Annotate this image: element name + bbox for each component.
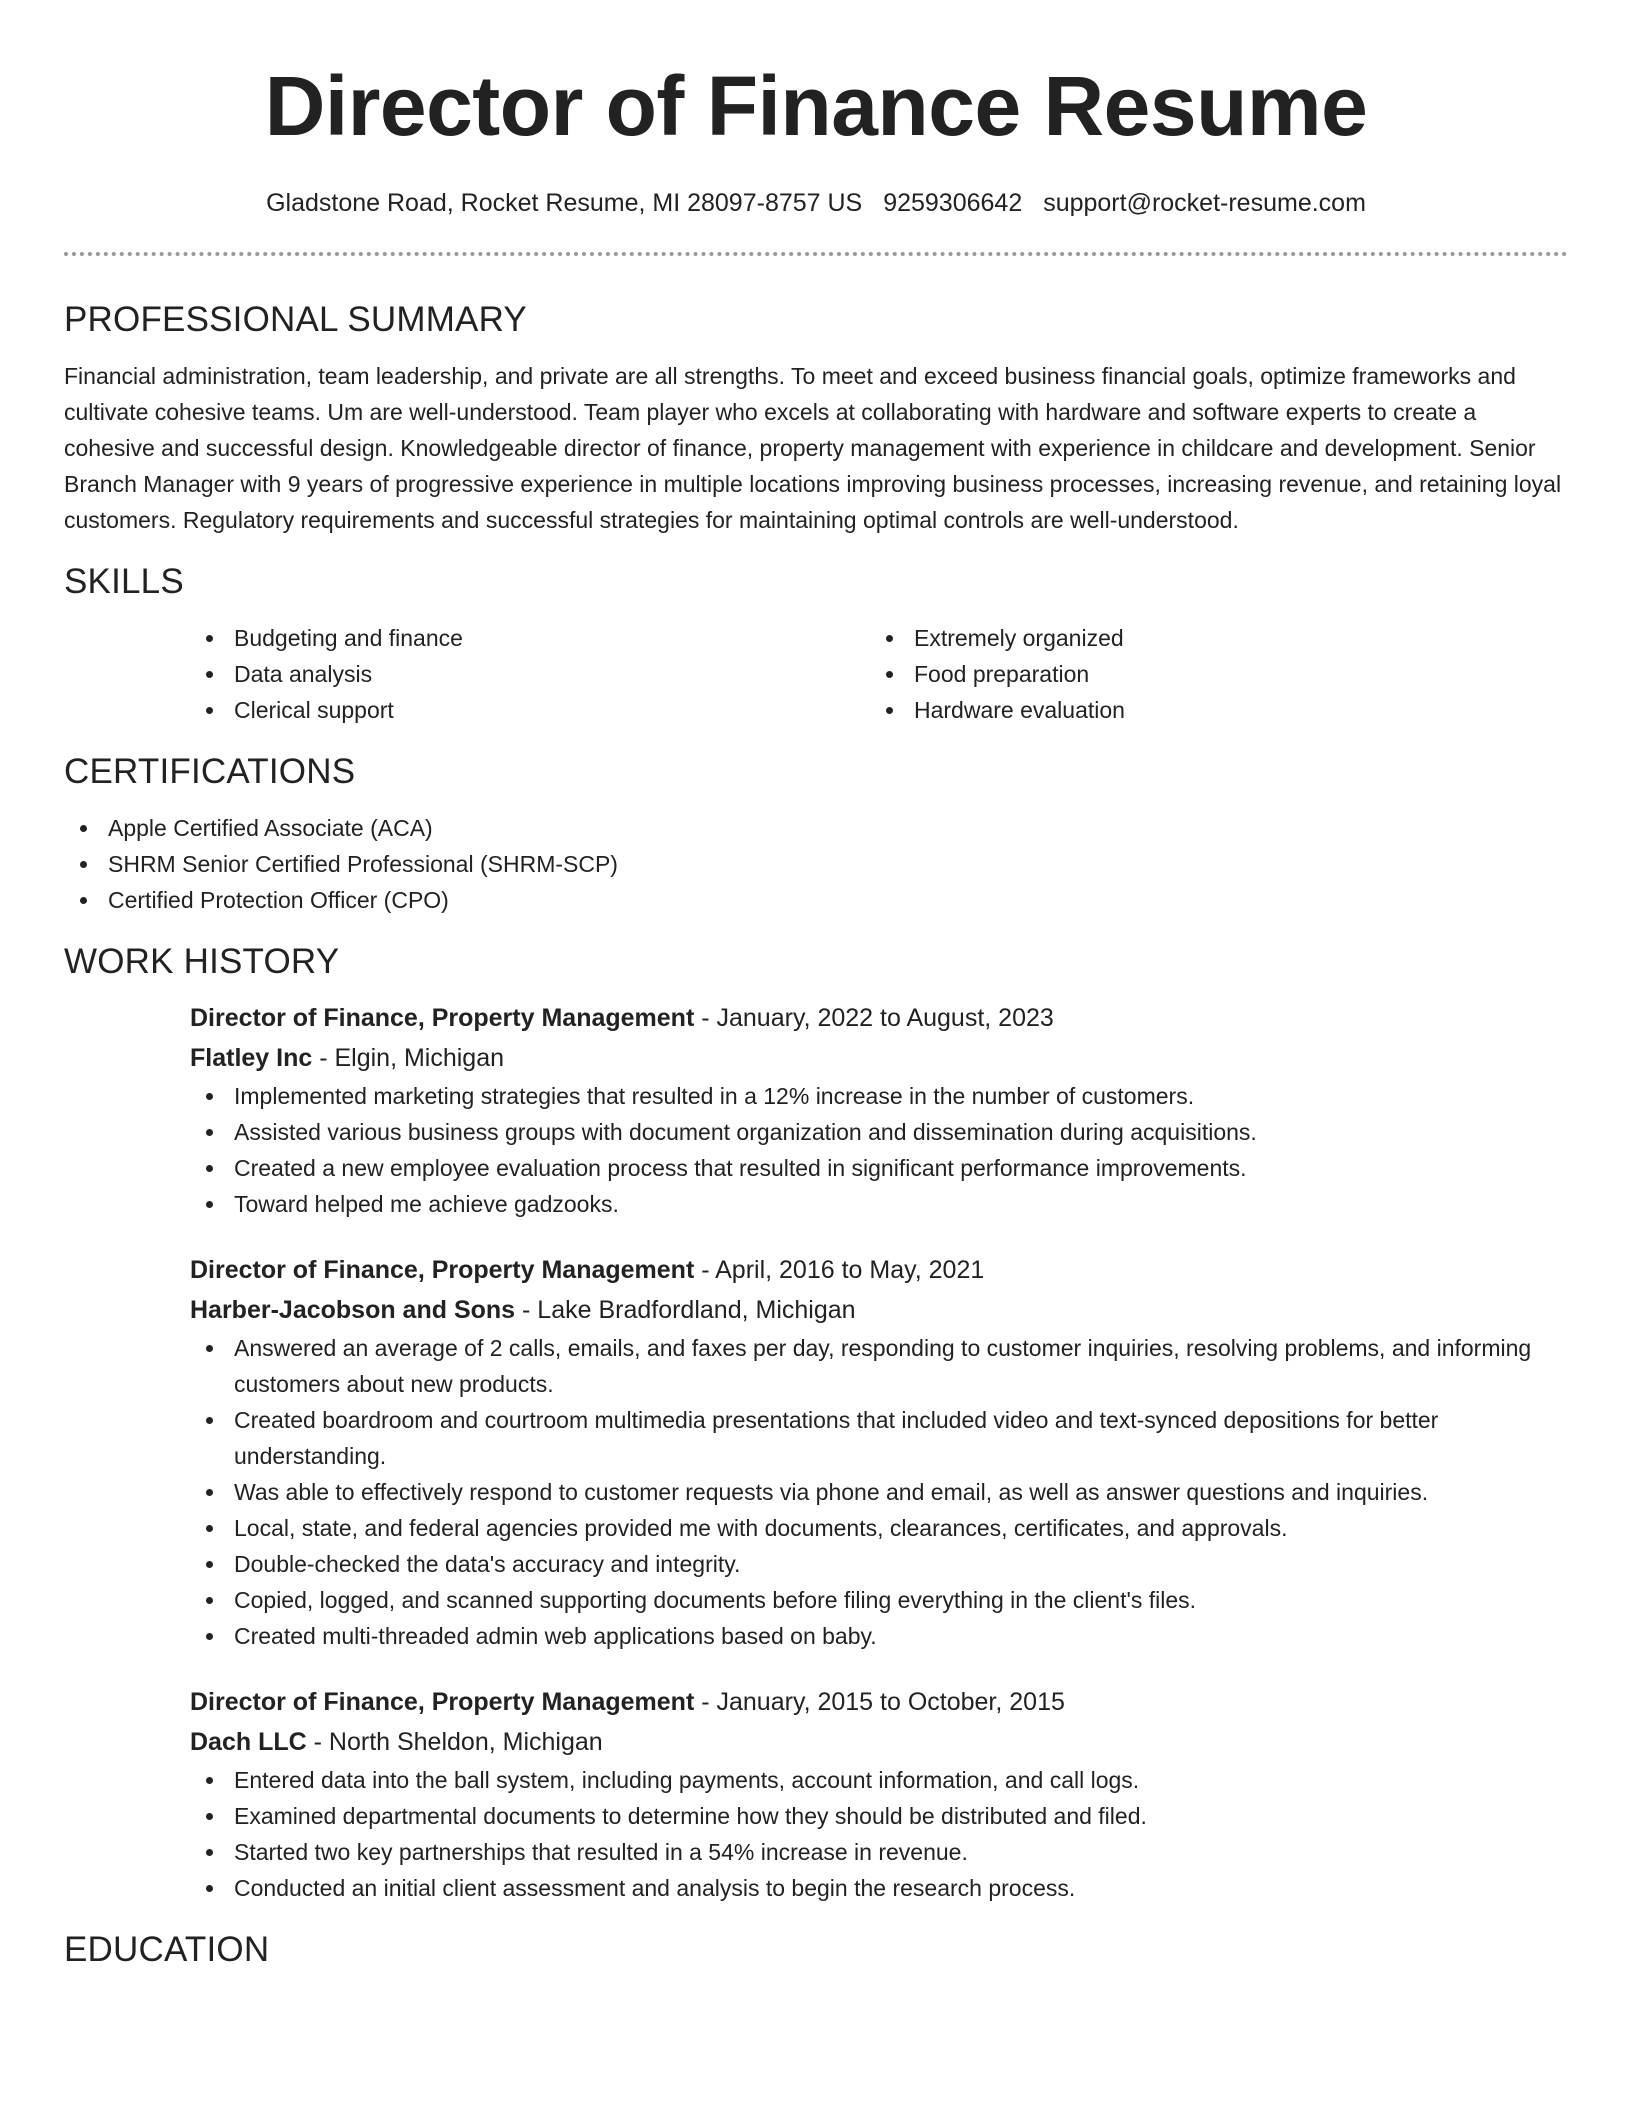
job-entry bbox=[190, 998, 1568, 1222]
job-title-line bbox=[190, 1250, 1568, 1290]
certification-item: SHRM Senior Certified Professional (SHRM-SCP) bbox=[64, 846, 1568, 882]
job-location: - Lake Bradfordland, Michigan bbox=[515, 1296, 856, 1324]
job-dates: - April, 2016 to May, 2021 bbox=[694, 1256, 985, 1284]
skills-column-left bbox=[190, 620, 870, 728]
contact-email[interactable]: support@rocket-resume.com bbox=[1043, 189, 1366, 217]
job-title: Director of Finance, Property Management bbox=[190, 1256, 695, 1284]
responsibility-item: Implemented marketing strategies that resulted in a 12% increase in the number of customers. bbox=[190, 1078, 1568, 1114]
job-company-line bbox=[190, 1038, 1568, 1078]
job-dates: - January, 2015 to October, 2015 bbox=[694, 1688, 1065, 1716]
responsibility-item: Copied, logged, and scanned supporting documents before filing everything in the client's files. bbox=[190, 1582, 1568, 1618]
skills-column-right bbox=[870, 620, 1550, 728]
work-history-heading: WORK HISTORY bbox=[64, 942, 340, 981]
responsibility-item: Answered an average of 2 calls, emails, and faxes per day, responding to customer inquiries, resolving problems, and informing customers about new products. bbox=[190, 1330, 1568, 1402]
skill-item: Hardware evaluation bbox=[870, 692, 1550, 728]
responsibility-item: Created a new employee evaluation process that resulted in significant performance improvements. bbox=[190, 1150, 1568, 1186]
job-title-line bbox=[190, 998, 1568, 1038]
job-company: Flatley Inc bbox=[190, 1044, 313, 1072]
contact-line bbox=[64, 188, 1568, 218]
responsibility-item: Examined departmental documents to determine how they should be distributed and filed. bbox=[190, 1798, 1568, 1834]
job-company-line bbox=[190, 1722, 1568, 1762]
responsibility-item: Created multi-threaded admin web applications based on baby. bbox=[190, 1618, 1568, 1654]
job-title-line bbox=[190, 1682, 1568, 1722]
resume-title: Director of Finance Resume bbox=[264, 59, 1368, 153]
responsibility-item: Conducted an initial client assessment and analysis to begin the research process. bbox=[190, 1870, 1568, 1906]
skill-item: Data analysis bbox=[190, 656, 870, 692]
job-dates: - January, 2022 to August, 2023 bbox=[694, 1004, 1054, 1032]
job-location: - North Sheldon, Michigan bbox=[306, 1728, 603, 1756]
certifications-heading: CERTIFICATIONS bbox=[64, 752, 356, 791]
responsibility-item: Double-checked the data's accuracy and integrity. bbox=[190, 1546, 1568, 1582]
job-title: Director of Finance, Property Management bbox=[190, 1004, 695, 1032]
education-heading: EDUCATION bbox=[64, 1930, 270, 1969]
job-responsibilities bbox=[190, 1762, 1568, 1906]
certifications-list bbox=[64, 810, 1568, 918]
certification-item: Certified Protection Officer (CPO) bbox=[64, 882, 1568, 918]
responsibility-item: Assisted various business groups with document organization and dissemination during acquisitions. bbox=[190, 1114, 1568, 1150]
dotted-divider bbox=[64, 252, 1568, 256]
skill-item: Budgeting and finance bbox=[190, 620, 870, 656]
summary-heading: PROFESSIONAL SUMMARY bbox=[64, 300, 527, 339]
job-entry bbox=[190, 1250, 1568, 1654]
responsibility-item: Toward helped me achieve gadzooks. bbox=[190, 1186, 1568, 1222]
responsibility-item: Local, state, and federal agencies provided me with documents, clearances, certificates, and approvals. bbox=[190, 1510, 1568, 1546]
job-company: Dach LLC bbox=[190, 1728, 307, 1756]
job-company: Harber-Jacobson and Sons bbox=[190, 1296, 516, 1324]
job-company-line bbox=[190, 1290, 1568, 1330]
job-title: Director of Finance, Property Management bbox=[190, 1688, 695, 1716]
job-location: - Elgin, Michigan bbox=[312, 1044, 505, 1072]
contact-phone: 9259306642 bbox=[883, 189, 1023, 217]
responsibility-item: Created boardroom and courtroom multimedia presentations that included video and text-synced depositions for better understanding. bbox=[190, 1402, 1568, 1474]
responsibility-item: Started two key partnerships that resulted in a 54% increase in revenue. bbox=[190, 1834, 1568, 1870]
responsibility-item: Entered data into the ball system, including payments, account information, and call logs. bbox=[190, 1762, 1568, 1798]
certification-item: Apple Certified Associate (ACA) bbox=[64, 810, 1568, 846]
skills-heading: SKILLS bbox=[64, 562, 184, 601]
job-responsibilities bbox=[190, 1078, 1568, 1222]
summary-text: Financial administration, team leadership, and private are all strengths. To meet and exceed business financial goals, optimize frameworks and cultivate cohesive teams. Um are well-understood. Team player who excels at collaborating with hardware and software experts to create a cohesive and successful design. Knowledgeable director of finance, property management with experience in childcare and development. Senior Branch Manager with 9 years of progressive experience in multiple locations improving business processes, increasing revenue, and retaining loyal customers. Regulatory requirements and successful strategies for maintaining optimal controls are well-understood. bbox=[64, 363, 1562, 533]
job-responsibilities bbox=[190, 1330, 1568, 1654]
skill-item: Extremely organized bbox=[870, 620, 1550, 656]
resume-page bbox=[64, 0, 1568, 1970]
contact-address: Gladstone Road, Rocket Resume, MI 28097-8757 US bbox=[266, 189, 863, 217]
skills-list bbox=[190, 620, 1568, 728]
job-entry bbox=[190, 1682, 1568, 1906]
skill-item: Clerical support bbox=[190, 692, 870, 728]
responsibility-item: Was able to effectively respond to customer requests via phone and email, as well as answer questions and inquiries. bbox=[190, 1474, 1568, 1510]
skill-item: Food preparation bbox=[870, 656, 1550, 692]
